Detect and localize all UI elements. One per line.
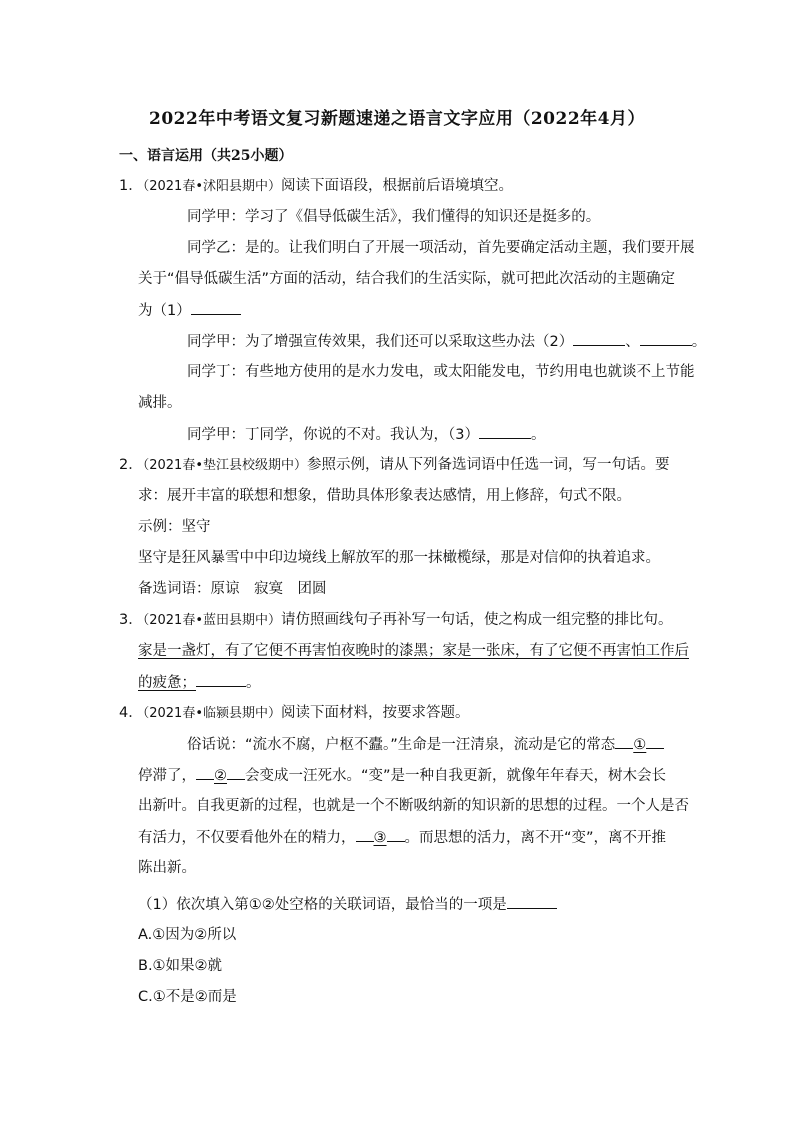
question-stem: 阅读下面语段，根据前后语境填空。 [281,178,513,194]
underlined-sentence-end [138,672,261,693]
question-source: （2021春•沭阳县期中） [142,179,281,194]
answer-blank-1[interactable] [191,300,241,315]
question-source: （2021春•垫江县校级期中） [142,458,307,473]
dialogue-line [187,331,706,352]
blank-left[interactable] [615,734,633,749]
period: 。 [246,675,261,691]
sub-question-1 [138,894,557,915]
question-1 [119,176,513,197]
blank-label: 同学甲：丁同学，你说的不对。我认为，（3） [187,427,479,443]
passage-line [138,827,666,848]
blank-label: 同学甲：为了增强宣传效果，我们还可以采取这些办法（2） [187,334,574,350]
blank-marker-1: ① [633,737,647,753]
passage-line [138,765,666,786]
dialogue-line: 同学丁：有些地方使用的是水力发电，或太阳能发电，节约用电也就谈不上节能 [187,364,695,380]
passage-line: 出新叶。自我更新的过程，也就是一个不断吸纳新的知识新的思想的过程。一个人是否 [138,798,689,814]
question-number: 4． [119,705,143,721]
blank-right[interactable] [387,827,405,842]
question-stem: 参照示例，请从下列备选词语中任选一词，写一句话。要 [307,457,670,473]
section-heading: 一、语言运用（共25小题） [119,148,293,164]
answer-blank[interactable] [507,894,557,909]
dialogue-line [138,300,241,321]
option-b[interactable]: B.①如果②就 [138,958,223,974]
question-4 [119,703,470,724]
blank-marker-3: ③ [373,830,387,846]
blank-label: 为（1） [138,303,191,319]
blank-left[interactable] [196,765,214,780]
example-sentence: 坚守是狂风暴雪中中印边境线上解放军的那一抹橄榄绿，那是对信仰的执着追求。 [138,550,660,566]
period: 。 [691,334,707,350]
passage-line [187,734,664,755]
passage-text: 会变成一汪死水。“变”是一种自我更新，就像年年春天，树木会长 [245,768,667,784]
example-label: 示例：坚守 [138,519,211,535]
word-options: 备选词语：原谅 寂寞 团圆 [138,581,327,597]
sub-question-text: （1）依次填入第①②处空格的关联词语，最恰当的一项是 [138,897,507,913]
question-2 [119,455,670,476]
dialogue-line: 同学甲：学习了《倡导低碳生活》，我们懂得的知识还是挺多的。 [187,209,601,225]
blank-right[interactable] [227,765,245,780]
dialogue-line: 减排。 [138,395,182,411]
dialogue-line [187,424,545,445]
answer-blank-2a[interactable] [573,331,625,346]
question-stem: 请仿照画线句子再补写一句话，使之构成一组完整的排比句。 [281,612,673,628]
document-title: 2022年中考语文复习新题速递之语言文字应用（2022年4月） [149,109,645,129]
blank-right[interactable] [646,734,664,749]
passage-text: 。而思想的活力，离不开“变”，离不开推 [404,830,667,846]
answer-blank-2b[interactable] [640,331,692,346]
question-number: 2． [119,457,143,473]
answer-blank[interactable] [196,672,246,687]
question-number: 3． [119,612,143,628]
underlined-sentence: 家是一盏灯，有了它便不再害怕夜晚时的漆黑；家是一张床，有了它便不再害怕工作后 [138,643,689,659]
passage-text: 有活力，不仅要看他外在的精力， [138,830,356,846]
answer-blank-3[interactable] [479,424,531,439]
blank-left[interactable] [356,827,374,842]
underlined-text: 的疲惫； [138,675,196,691]
passage-text: 俗话说：“流水不腐，户枢不蠹。”生命是一汪清泉，流动是它的常态 [187,737,616,753]
option-a[interactable]: A.①因为②所以 [138,927,237,943]
question-number: 1． [119,178,143,194]
blank-marker-2: ② [214,768,227,784]
question-text: 求：展开丰富的联想和想象，借助具体形象表达感情，用上修辞，句式不限。 [138,488,631,504]
question-stem: 阅读下面材料，按要求答题。 [281,705,470,721]
separator: 、 [625,334,640,350]
passage-text: 停滞了， [138,768,196,784]
dialogue-line: 关于“倡导低碳生活”方面的活动，结合我们的生活实际，就可把此次活动的主题确定 [138,271,676,287]
question-source: （2021春•临颍县期中） [142,706,281,721]
option-c[interactable]: C.①不是②而是 [138,989,237,1005]
dialogue-line: 同学乙：是的。让我们明白了开展一项活动，首先要确定活动主题，我们要开展 [187,240,695,256]
passage-line: 陈出新。 [138,860,196,876]
period: 。 [530,427,546,443]
question-source: （2021春•蓝田县期中） [142,613,281,628]
question-3 [119,610,673,631]
